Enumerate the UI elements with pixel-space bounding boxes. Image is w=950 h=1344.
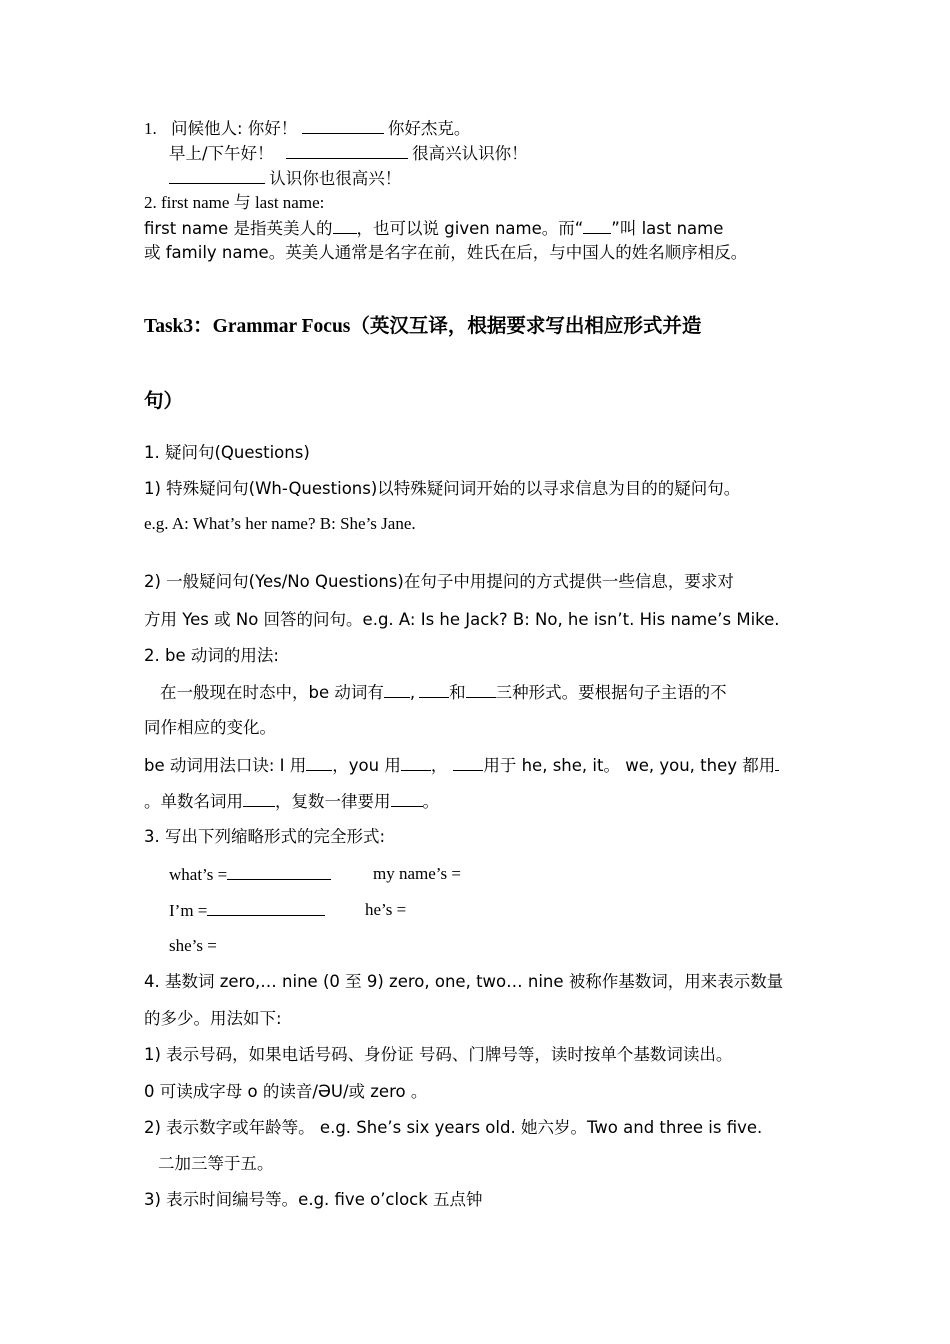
text: 在一般现在时态中，be 动词有 (160, 683, 384, 702)
greeting-text: 早上/下午好！ (169, 144, 274, 163)
answer-blank[interactable] (775, 754, 779, 771)
text: ，you 用 (332, 756, 401, 775)
answer-blank[interactable] (302, 117, 384, 134)
yes-no-questions-example: 方用 Yes 或 No 回答的问句。e.g. A: Is he Jack? B: No, he isn’t. His name’s Mike. (144, 610, 780, 629)
contraction-label: she’s = (169, 936, 217, 955)
item-number: 1. (144, 119, 157, 138)
names-explanation-line-1 (144, 217, 723, 240)
answer-blank[interactable] (391, 790, 423, 807)
greeting-reply: 你好杰克。 (387, 119, 471, 138)
names-title: 2. first name 与 last name: (144, 193, 325, 212)
wh-questions-example: e.g. A: What’s her name? B: She’s Jane. (144, 514, 416, 533)
greeting-line-2 (169, 142, 528, 165)
answer-blank[interactable] (583, 217, 611, 234)
contraction-label: he’s = (365, 900, 407, 919)
contractions-title: 3. 写出下列缩略形式的完全形式: (144, 827, 386, 846)
contraction-label: my name’s = (373, 864, 461, 883)
text: 三种形式。要根据句子主语的不 (495, 683, 727, 702)
contraction-label: I’m = (169, 901, 208, 920)
usage-1-line-2: 0 可读成字母 o 的读音/ƏU/或 zero 。 (144, 1082, 428, 1101)
answer-blank[interactable] (227, 863, 331, 880)
task3-heading: Task3：Grammar Focus（英汉互译，根据要求写出相应形式并造 (144, 316, 702, 337)
greeting-text: 问候他人: 你好！ (171, 119, 298, 138)
be-verb-title: 2. be 动词的用法: (144, 646, 279, 665)
be-verb-rhyme-line-1 (144, 754, 779, 777)
text: first name 是指英美人的 (144, 219, 333, 238)
usage-2-line-2: 二加三等于五。 (158, 1154, 274, 1173)
usage-1-line-1: 1) 表示号码，如果电话号码、身份证 号码、门牌号等，读时按单个基数词读出。 (144, 1045, 733, 1064)
greeting-line-3 (169, 167, 401, 190)
usage-2-line-1: 2) 表示数字或年龄等。 e.g. She’s six years old. 她六岁。Two and three is five. (144, 1118, 763, 1137)
answer-blank[interactable] (384, 681, 410, 698)
wh-questions-definition: 1) 特殊疑问句(Wh-Questions)以特殊疑问词开始的以寻求信息为目的的疑问句。 (144, 479, 741, 498)
answer-blank[interactable] (207, 899, 325, 916)
answer-blank[interactable] (453, 754, 483, 771)
cardinal-numbers-intro-2: 的多少。用法如下: (144, 1009, 282, 1028)
contraction-row-3 (169, 935, 217, 957)
answer-blank[interactable] (466, 681, 496, 698)
names-explanation-line-2: 或 family name。英美人通常是名字在前，姓氏在后，与中国人的姓名顺序相反。 (144, 243, 748, 262)
greeting-line-1 (144, 117, 470, 140)
cardinal-numbers-intro: 4. 基数词 zero,… nine (0 至 9) zero, one, two… nine 被称作基数词，用来表示数量 (144, 972, 784, 991)
text: ，也可以说 given name。而“ (356, 219, 584, 238)
answer-blank[interactable] (286, 142, 408, 159)
text: 用于 he, she, it。 we, you, they 都用 (483, 756, 776, 775)
greeting-reply: 很高兴认识你！ (412, 144, 528, 163)
be-verb-forms-line (160, 681, 727, 704)
text: ， (430, 756, 448, 775)
text: 。 (422, 792, 439, 811)
questions-title: 1. 疑问句(Questions) (144, 443, 310, 462)
answer-blank[interactable] (419, 681, 449, 698)
text: ”叫 last name (611, 219, 724, 238)
answer-blank[interactable] (333, 217, 357, 234)
be-verb-rhyme-line-2 (144, 790, 439, 813)
answer-blank[interactable] (243, 790, 275, 807)
contraction-row-2 (169, 899, 407, 922)
answer-blank[interactable] (169, 167, 265, 184)
answer-blank[interactable] (306, 754, 332, 771)
text: , (409, 683, 416, 702)
text: ，复数一律要用 (275, 792, 391, 811)
answer-blank[interactable] (401, 754, 431, 771)
text: be 动词用法口诀: I 用 (144, 756, 307, 775)
greeting-reply: 认识你也很高兴！ (269, 169, 402, 188)
yes-no-questions-definition: 2) 一般疑问句(Yes/No Questions)在句子中用提问的方式提供一些信息，要求对 (144, 572, 734, 591)
be-verb-forms-line-2: 同作相应的变化。 (144, 718, 276, 737)
text: 。单数名词用 (144, 792, 243, 811)
usage-3: 3) 表示时间编号等。e.g. five o’clock 五点钟 (144, 1190, 483, 1209)
contraction-row-1 (169, 863, 461, 886)
text: 和 (449, 683, 466, 702)
task3-heading-continued: 句） (144, 391, 184, 412)
contraction-label: what’s = (169, 865, 228, 884)
